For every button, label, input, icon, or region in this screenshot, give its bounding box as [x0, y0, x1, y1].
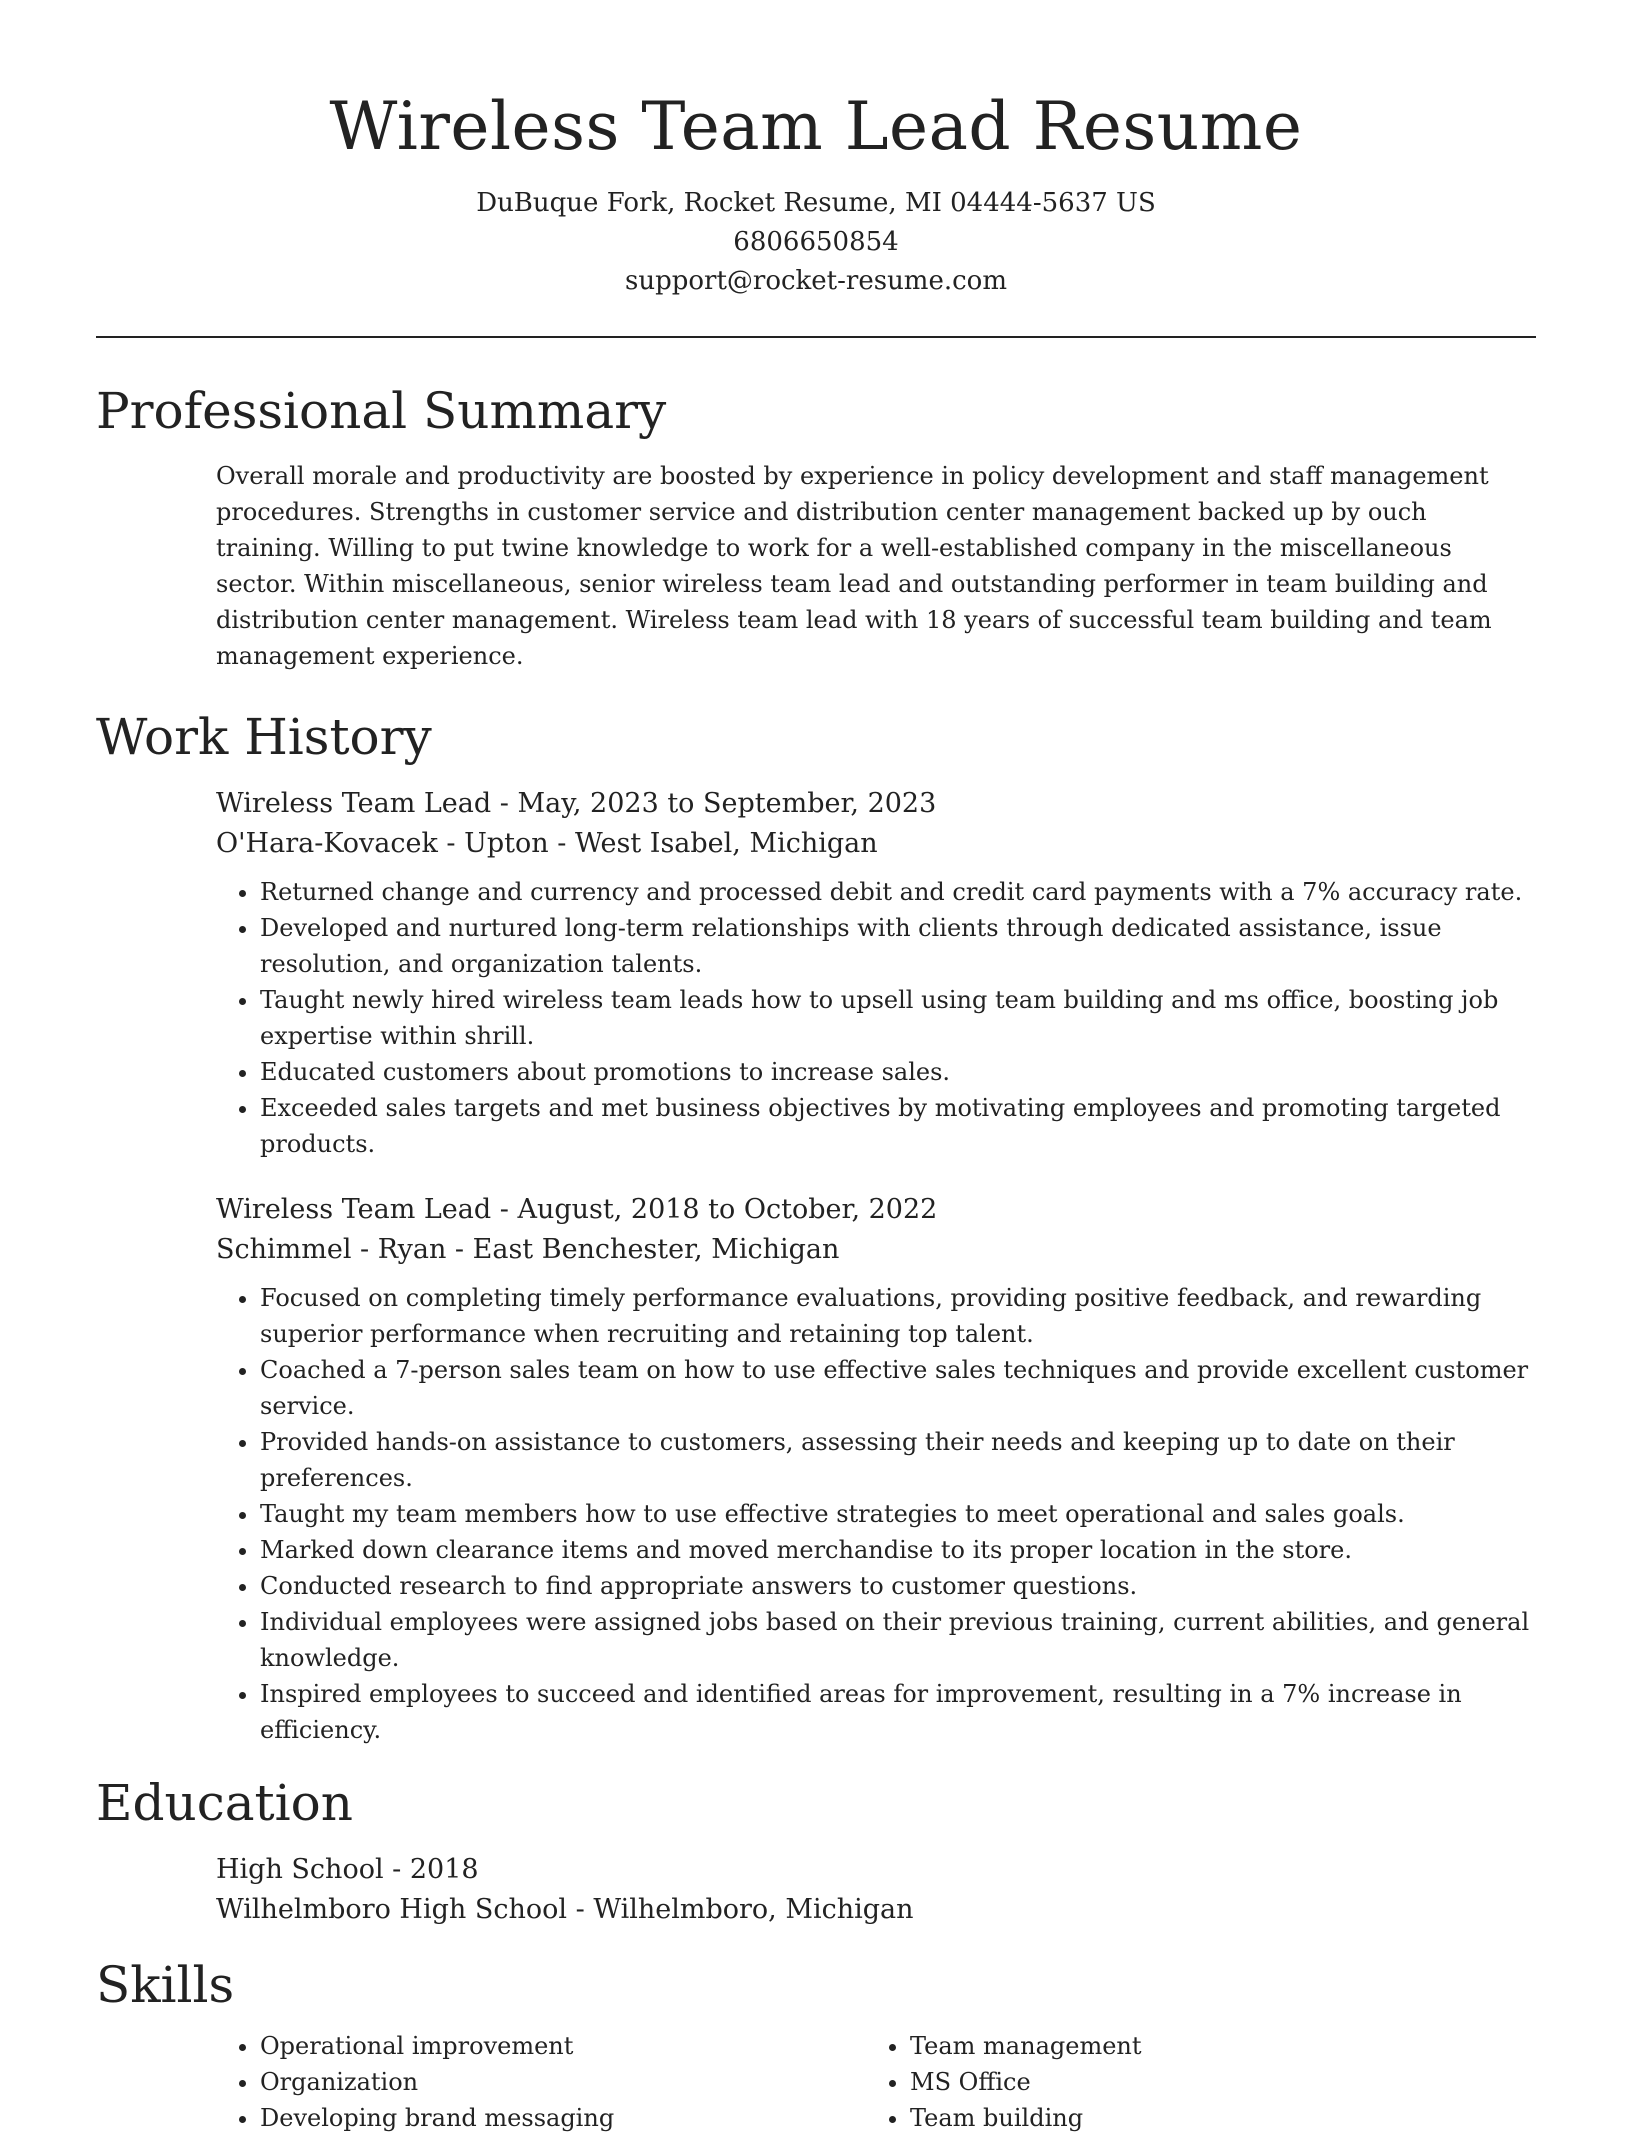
list-item: • Exceeded sales targets and met business objectives by motivating employees and promoting targeted products.: [260, 1090, 1536, 1162]
skills-list-left: [216, 2028, 866, 2136]
graduation-year: - 2018: [383, 1854, 479, 1885]
job-entry: [216, 1190, 1536, 1748]
school-name: Wilhelmboro High School: [216, 1894, 568, 1925]
resume-page: [96, 0, 1536, 2136]
job-entry: [216, 784, 1536, 1162]
job-bullets: [216, 1280, 1536, 1748]
job-company: O'Hara-Kovacek - Upton: [216, 828, 549, 859]
list-item: • Inspired employees to succeed and identified areas for improvement, resulting in a 7% increase in efficiency.: [260, 1676, 1536, 1748]
job-title-line: [216, 1190, 1536, 1230]
job-location: - East Benchester, Michigan: [446, 1234, 840, 1265]
section-heading-summary: Professional Summary: [96, 382, 667, 440]
professional-summary-section: [96, 376, 1536, 674]
section-heading-work: Work History: [96, 708, 432, 766]
summary-text: Overall morale and productivity are boosted by experience in policy development and staff management procedures. Strengths in customer service and distribution center management backed up by ouch training. Willing to put twine knowledge to work for a well-established company in the miscellaneous sector. Within miscellaneous, senior wireless team lead and outstanding performer in team building and distribution center management. Wireless team lead with 18 years of successful team building and team management experience.: [216, 462, 1492, 670]
list-item: • Marked down clearance items and moved merchandise to its proper location in the store.: [260, 1532, 1536, 1568]
degree: High School: [216, 1854, 384, 1885]
list-item: • Educated customers about promotions to increase sales.: [260, 1054, 1536, 1090]
skill-item: • Developing brand messaging: [260, 2100, 866, 2136]
list-item: • Focused on completing timely performance evaluations, providing positive feedback, and rewarding superior performance when recruiting and retaining top talent.: [260, 1280, 1536, 1352]
job-title-line: [216, 784, 1536, 824]
skill-item: • MS Office: [910, 2064, 1510, 2100]
skill-item: • Team management: [910, 2028, 1510, 2064]
education-section: [96, 1768, 1536, 1930]
job-title: Wireless Team Lead: [216, 788, 492, 819]
skill-item: • Operational improvement: [260, 2028, 866, 2064]
degree-line: [216, 1850, 1536, 1890]
document-title: Wireless Team Lead Resume: [329, 88, 1303, 165]
email-address: support@rocket-resume.com: [624, 266, 1007, 296]
job-bullets: [216, 874, 1536, 1162]
skills-section: [96, 1950, 1536, 2136]
job-dates: - May, 2023 to September, 2023: [491, 788, 937, 819]
list-item: • Provided hands-on assistance to customers, assessing their needs and keeping up to date on their preferences.: [260, 1424, 1536, 1496]
school-location: - Wilhelmboro, Michigan: [567, 1894, 914, 1925]
job-location: - West Isabel, Michigan: [548, 828, 878, 859]
job-company-line: [216, 824, 1536, 864]
list-item: • Taught newly hired wireless team leads how to upsell using team building and ms office, boosting job expertise within shrill.: [260, 982, 1536, 1054]
list-item: • Coached a 7-person sales team on how to use effective sales techniques and provide excellent customer service.: [260, 1352, 1536, 1424]
work-history-section: [96, 702, 1536, 1748]
job-company-line: [216, 1230, 1536, 1270]
contact-block: [96, 184, 1536, 301]
list-item: • Individual employees were assigned jobs based on their previous training, current abilities, and general knowledge.: [260, 1604, 1536, 1676]
resume-header: [96, 0, 1536, 301]
header-divider: [96, 336, 1536, 338]
skills-list-right: [866, 2028, 1510, 2136]
education-entry: [216, 1850, 1536, 1930]
address: DuBuque Fork, Rocket Resume, MI 04444-5637 US: [476, 188, 1156, 218]
phone-number: 6806650854: [733, 227, 899, 257]
school-line: [216, 1890, 1536, 1930]
job-company: Schimmel - Ryan: [216, 1234, 447, 1265]
list-item: • Taught my team members how to use effective strategies to meet operational and sales goals.: [260, 1496, 1536, 1532]
list-item: • Returned change and currency and processed debit and credit card payments with a 7% accuracy rate.: [260, 874, 1536, 910]
skill-item: • Team building: [910, 2100, 1510, 2136]
skills-columns: [216, 2028, 1536, 2136]
section-heading-skills: Skills: [96, 1956, 235, 2014]
skill-item: • Organization: [260, 2064, 866, 2100]
list-item: • Conducted research to find appropriate answers to customer questions.: [260, 1568, 1536, 1604]
job-dates: - August, 2018 to October, 2022: [491, 1194, 938, 1225]
section-heading-education: Education: [96, 1774, 353, 1832]
job-title: Wireless Team Lead: [216, 1194, 492, 1225]
list-item: • Developed and nurtured long-term relationships with clients through dedicated assistance, issue resolution, and organization talents.: [260, 910, 1536, 982]
